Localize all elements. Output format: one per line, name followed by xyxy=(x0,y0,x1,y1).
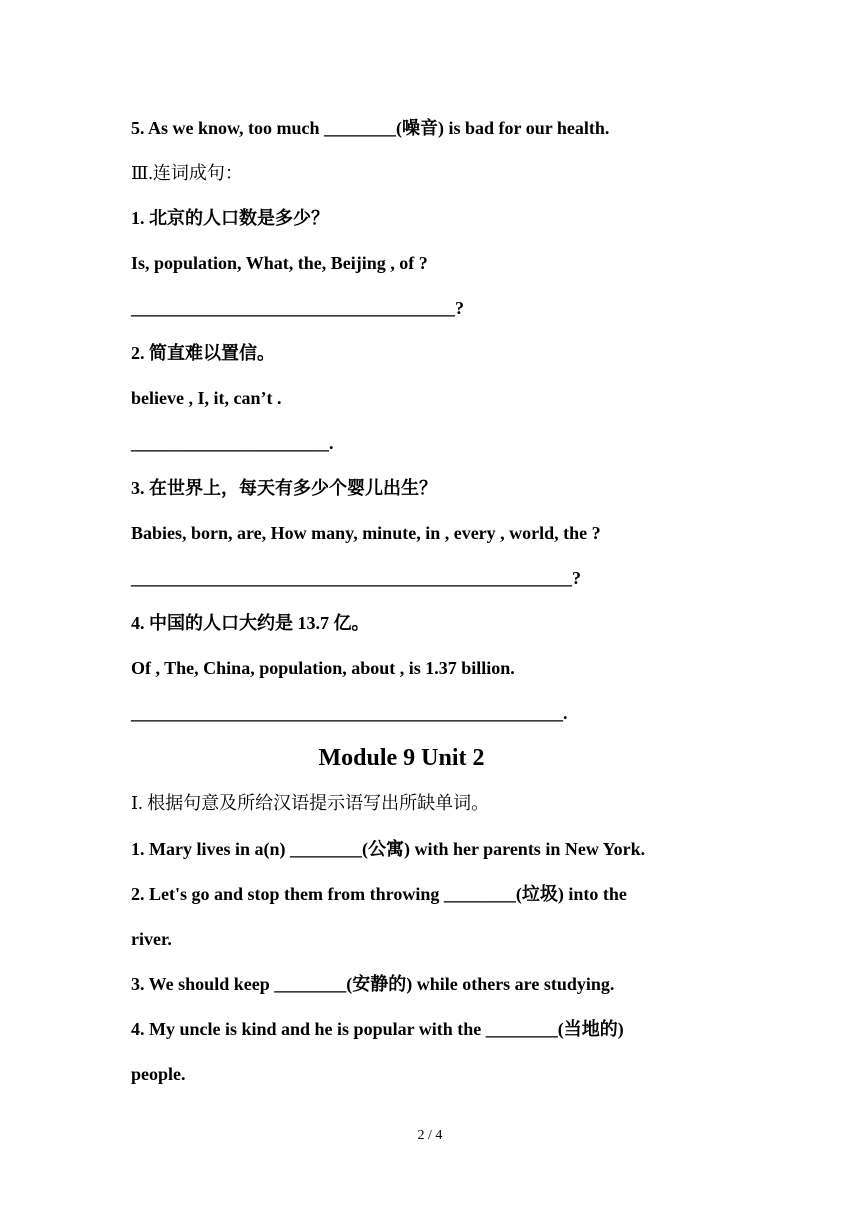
sentence-1-words: Is, population, What, the, Beijing , of ? xyxy=(131,253,428,273)
sentence-2-chinese: 2. 简直难以置信。 xyxy=(131,343,275,363)
sentence-1-chinese: 1. 北京的人口数是多少？ xyxy=(131,208,329,228)
sentence-2-words: believe , I, it, can’t . xyxy=(131,388,282,408)
sentence-4-answer-line: ________________________________________________. xyxy=(131,703,568,723)
page-number: 2 / 4 xyxy=(417,1128,443,1143)
section-title: Module 9 Unit 2 xyxy=(318,745,485,771)
fill-in-question-4-continued: people. xyxy=(131,1064,186,1084)
fill-in-question-2: 2. Let's go and stop them from throwing ________(垃圾) into the xyxy=(131,884,627,904)
fill-in-question-4: 4. My uncle is kind and he is popular with the ________(当地的) xyxy=(131,1019,624,1039)
fill-in-question-5: 5. As we know, too much ________(噪音) is bad for our health. xyxy=(131,118,610,138)
sentence-3-words: Babies, born, are, How many, minute, in , every , world, the ? xyxy=(131,523,601,543)
sentence-3-answer-line: _________________________________________________? xyxy=(131,568,581,588)
section-header-sentence-building: Ⅲ.连词成句： xyxy=(131,163,243,183)
sentence-4-words: Of , The, China, population, about , is 1.37 billion. xyxy=(131,658,515,678)
sentence-1-answer-line: ____________________________________? xyxy=(131,298,464,318)
fill-in-question-2-continued: river. xyxy=(131,929,172,949)
fill-in-question-3: 3. We should keep ________(安静的) while others are studying. xyxy=(131,974,615,994)
sentence-2-answer-line: ______________________. xyxy=(131,433,334,453)
sentence-4-chinese: 4. 中国的人口大约是 13.7 亿。 xyxy=(131,613,370,633)
sentence-3-chinese: 3. 在世界上，每天有多少个婴儿出生？ xyxy=(131,478,437,498)
fill-in-question-1: 1. Mary lives in a(n) ________(公寓) with her parents in New York. xyxy=(131,839,646,859)
section-header-fill-in: Ⅰ. 根据句意及所给汉语提示语写出所缺单词。 xyxy=(131,793,490,813)
